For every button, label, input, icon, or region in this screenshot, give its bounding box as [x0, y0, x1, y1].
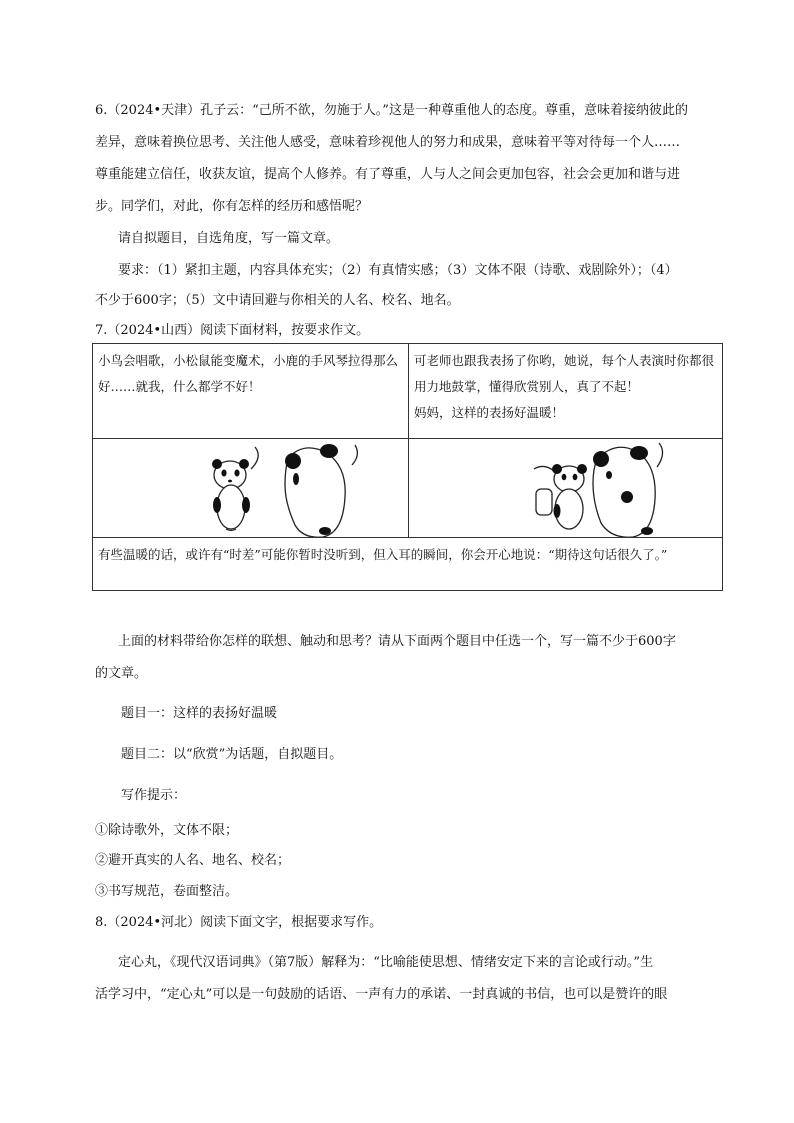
bottom-caption-text: 有些温暖的话，或许有“时差”可能你暂时没听到，但入耳的瞬间，你会开心地说：“期待这句话很久了。” — [98, 547, 668, 562]
q7-tip-3: ③书写规范，卷面整洁。 — [95, 884, 239, 899]
q7-topic-1: 题目一：这样的表扬好温暖 — [121, 706, 278, 721]
q7-tip-2: ②避开真实的人名、地名、校名； — [95, 853, 291, 868]
q6-requirements-1: 要求：（1）紧扣主题，内容具体充实；（2）有真情实感；（3）文体不限（诗歌、戏剧除外）；（4） — [118, 263, 678, 278]
left-panda-cell — [93, 439, 409, 538]
right-speech-text: 可老师也跟我表扬了你哟，她说，每个人表演时你都很用力地鼓掌，懂得欣赏别人，真了不起！ — [414, 353, 715, 394]
left-speech-cell — [93, 344, 409, 439]
q6-requirements-2: 不少于600字；（5）文中请回避与你相关的人名、校名、地名。 — [95, 293, 460, 308]
bottom-caption-cell — [93, 538, 723, 591]
q7-material-table — [92, 343, 723, 591]
q6-line-3: 尊重能建立信任，收获友谊，提高个人修养。有了尊重，人与人之间会更加包容，社会会更加和谐与进 — [95, 167, 681, 182]
q7-topic-2: 题目二：以“欣赏”为话题，自拟题目。 — [121, 747, 343, 762]
panda-illustration-hug — [409, 439, 723, 537]
q8-line-1: 定心丸，《现代汉语词典》（第7版）解释为：“比喻能使思想、情绪安定下来的言论或行动。”生 — [118, 955, 654, 970]
right-speech-reply: 妈妈，这样的表扬好温暖！ — [414, 405, 565, 420]
left-speech-text: 小鸟会唱歌，小松鼠能变魔术，小鹿的手风琴拉得那么好……就我，什么都学不好！ — [98, 353, 399, 394]
right-speech-cell — [409, 344, 723, 439]
q6-line-1: 6.（2024•天津）孔子云：“己所不欲，勿施于人。”这是一种尊重他人的态度。尊重，意味着接纳彼此的 — [95, 103, 688, 118]
q8-heading: 8.（2024•河北）阅读下面文字，根据要求写作。 — [95, 915, 383, 930]
q7-heading: 7.（2024•山西）阅读下面材料，按要求作文。 — [95, 323, 370, 338]
q7-prompt-1: 上面的材料带给你怎样的联想、触动和思考？请从下面两个题目中任选一个，写一篇不少于600字 — [118, 634, 676, 649]
q6-instruction: 请自拟题目，自选角度，写一篇文章。 — [118, 231, 340, 246]
right-panda-cell — [409, 439, 723, 538]
q6-line-2: 差异，意味着换位思考、关注他人感受，意味着珍视他人的努力和成果，意味着平等对待每一个人…… — [95, 135, 681, 150]
panda-illustration-sad — [93, 439, 409, 537]
q7-tips-title: 写作提示： — [121, 788, 187, 803]
q7-tip-1: ①除诗歌外，文体不限； — [95, 823, 239, 838]
q6-line-4: 步。同学们，对此，你有怎样的经历和感悟呢？ — [95, 199, 369, 214]
q7-prompt-2: 的文章。 — [95, 666, 148, 681]
q8-line-2: 活学习中，“定心丸”可以是一句鼓励的话语、一声有力的承诺、一封真诚的书信，也可以是赞许的眼 — [95, 987, 668, 1002]
